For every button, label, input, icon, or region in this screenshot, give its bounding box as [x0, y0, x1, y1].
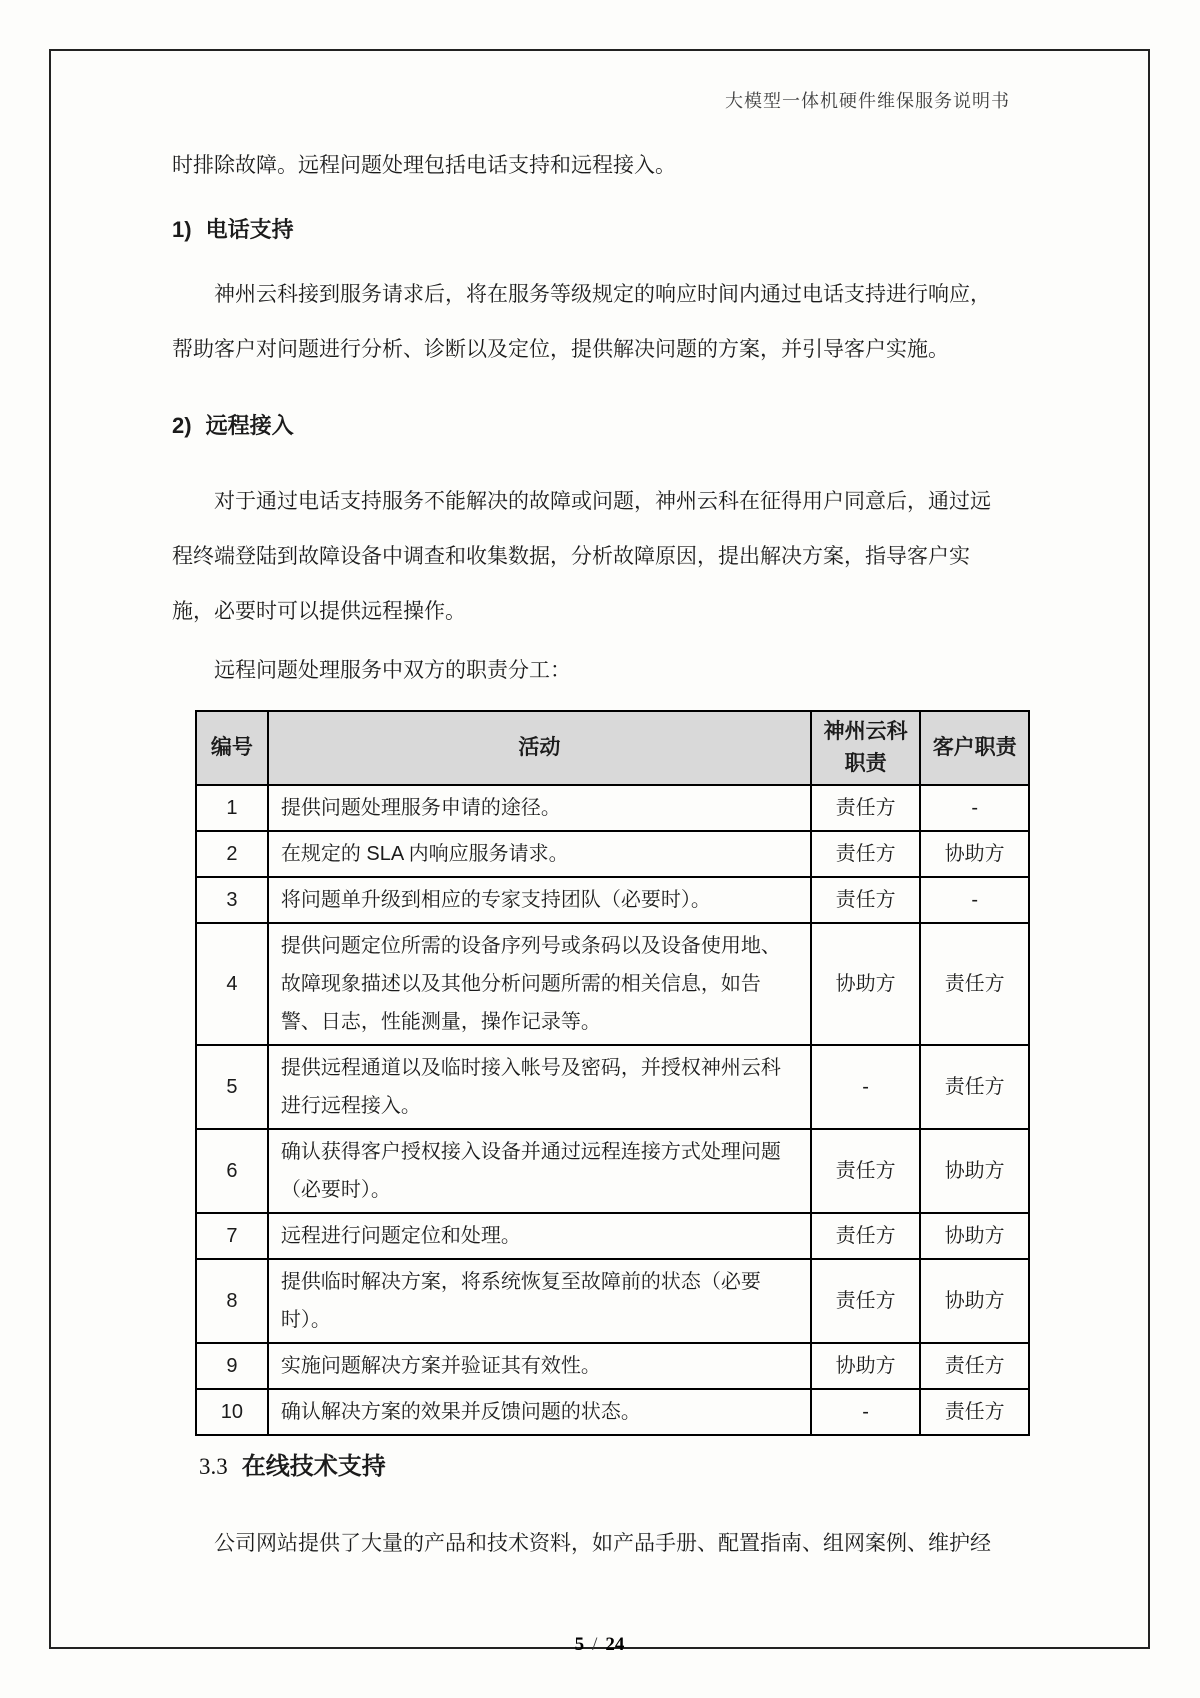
cell-customer-role: - — [920, 877, 1029, 923]
cell-vendor-role: 协助方 — [811, 923, 921, 1045]
paragraph-line: 对于通过电话支持服务不能解决的故障或问题，神州云科在征得用户同意后，通过远 — [214, 490, 991, 513]
header-vendor-line2: 职责 — [844, 752, 887, 775]
paragraph-phone-support — [172, 267, 1030, 377]
cell-activity: 提供临时解决方案，将系统恢复至故障前的状态（必要时）。 — [268, 1259, 811, 1343]
table-row — [196, 1389, 1029, 1435]
cell-activity: 提供远程通道以及临时接入帐号及密码，并授权神州云科进行远程接入。 — [268, 1045, 811, 1129]
cell-customer-role: - — [920, 785, 1029, 831]
page-content — [51, 87, 1148, 1559]
cell-no: 2 — [196, 831, 268, 877]
cell-vendor-role: 责任方 — [811, 1259, 921, 1343]
paragraph-line: 帮助客户对问题进行分析、诊断以及定位，提供解决问题的方案，并引导客户实施。 — [172, 338, 949, 361]
cell-customer-role: 协助方 — [920, 1213, 1029, 1259]
footer-page-number: 5 — [574, 1634, 585, 1655]
heading-label: 电话支持 — [205, 217, 294, 242]
cell-customer-role: 责任方 — [920, 1389, 1029, 1435]
table-row — [196, 831, 1029, 877]
paragraph-line: 神州云科接到服务请求后，将在服务等级规定的响应时间内通过电话支持进行响应， — [214, 283, 991, 306]
cell-no: 1 — [196, 785, 268, 831]
cell-vendor-role: 责任方 — [811, 1213, 921, 1259]
page-border — [49, 49, 1150, 1655]
cell-no: 5 — [196, 1045, 268, 1129]
section-number: 3.3 — [199, 1454, 228, 1479]
table-row — [196, 1045, 1029, 1129]
cell-activity: 确认获得客户授权接入设备并通过远程连接方式处理问题（必要时）。 — [268, 1129, 811, 1213]
cell-activity: 提供问题定位所需的设备序列号或条码以及设备使用地、故障现象描述以及其他分析问题所需的相关信息，如告警、日志，性能测量，操作记录等。 — [268, 923, 811, 1045]
table-row — [196, 923, 1029, 1045]
cell-activity: 确认解决方案的效果并反馈问题的状态。 — [268, 1389, 811, 1435]
cell-no: 7 — [196, 1213, 268, 1259]
cell-customer-role: 协助方 — [920, 1259, 1029, 1343]
doc-header-title: 大模型一体机硬件维保服务说明书 — [725, 91, 1010, 111]
cell-customer-role: 协助方 — [920, 831, 1029, 877]
section-heading-phone-support — [172, 215, 1030, 245]
table-header-row — [196, 711, 1029, 785]
table-row — [196, 877, 1029, 923]
footer-separator: / — [592, 1634, 598, 1655]
cell-customer-role: 协助方 — [920, 1129, 1029, 1213]
table-row — [196, 1213, 1029, 1259]
table-row — [196, 785, 1029, 831]
intro-paragraph: 时排除故障。远程问题处理包括电话支持和远程接入。 — [172, 154, 676, 177]
table-row — [196, 1343, 1029, 1389]
table-intro-line: 远程问题处理服务中双方的职责分工： — [214, 659, 571, 682]
cell-activity: 远程进行问题定位和处理。 — [268, 1213, 811, 1259]
cell-vendor-role: 协助方 — [811, 1343, 921, 1389]
cell-vendor-role: 责任方 — [811, 831, 921, 877]
cell-no: 10 — [196, 1389, 268, 1435]
table-row — [196, 1259, 1029, 1343]
paragraph-line: 程终端登陆到故障设备中调查和收集数据，分析故障原因，提出解决方案，指导客户实 — [172, 545, 970, 568]
cell-vendor-role: 责任方 — [811, 1129, 921, 1213]
table-row — [196, 1129, 1029, 1213]
document-header — [172, 87, 1030, 111]
cell-customer-role: 责任方 — [920, 1045, 1029, 1129]
header-cell-activity: 活动 — [268, 711, 811, 785]
paragraph-line: 施，必要时可以提供远程操作。 — [172, 600, 466, 623]
cell-no: 3 — [196, 877, 268, 923]
header-cell-no: 编号 — [196, 711, 268, 785]
heading-number: 2) — [172, 413, 192, 438]
section-heading-remote-access — [172, 411, 1030, 441]
header-cell-vendor — [811, 711, 921, 785]
cell-vendor-role: 责任方 — [811, 877, 921, 923]
footer-total-pages: 24 — [605, 1634, 625, 1655]
cell-activity: 将问题单升级到相应的专家支持团队（必要时）。 — [268, 877, 811, 923]
paragraph-remote-access — [172, 474, 1030, 639]
cell-no: 9 — [196, 1343, 268, 1389]
header-cell-customer: 客户职责 — [920, 711, 1029, 785]
responsibilities-table — [195, 710, 1030, 1436]
cell-no: 8 — [196, 1259, 268, 1343]
cell-activity: 在规定的 SLA 内响应服务请求。 — [268, 831, 811, 877]
cell-customer-role: 责任方 — [920, 1343, 1029, 1389]
header-vendor-line1: 神州云科 — [823, 720, 908, 743]
cell-vendor-role: 责任方 — [811, 785, 921, 831]
page-footer — [51, 1634, 1148, 1656]
cell-vendor-role: - — [811, 1389, 921, 1435]
online-support-paragraph: 公司网站提供了大量的产品和技术资料，如产品手册、配置指南、组网案例、维护经 — [214, 1532, 991, 1555]
heading-number: 1) — [172, 217, 192, 242]
cell-no: 4 — [196, 923, 268, 1045]
cell-vendor-role: - — [811, 1045, 921, 1129]
cell-no: 6 — [196, 1129, 268, 1213]
cell-activity: 实施问题解决方案并验证其有效性。 — [268, 1343, 811, 1389]
cell-customer-role: 责任方 — [920, 923, 1029, 1045]
section-heading-online-support — [199, 1450, 1030, 1487]
cell-activity: 提供问题处理服务申请的途径。 — [268, 785, 811, 831]
section-title: 在线技术支持 — [241, 1453, 386, 1480]
heading-label: 远程接入 — [205, 413, 294, 438]
